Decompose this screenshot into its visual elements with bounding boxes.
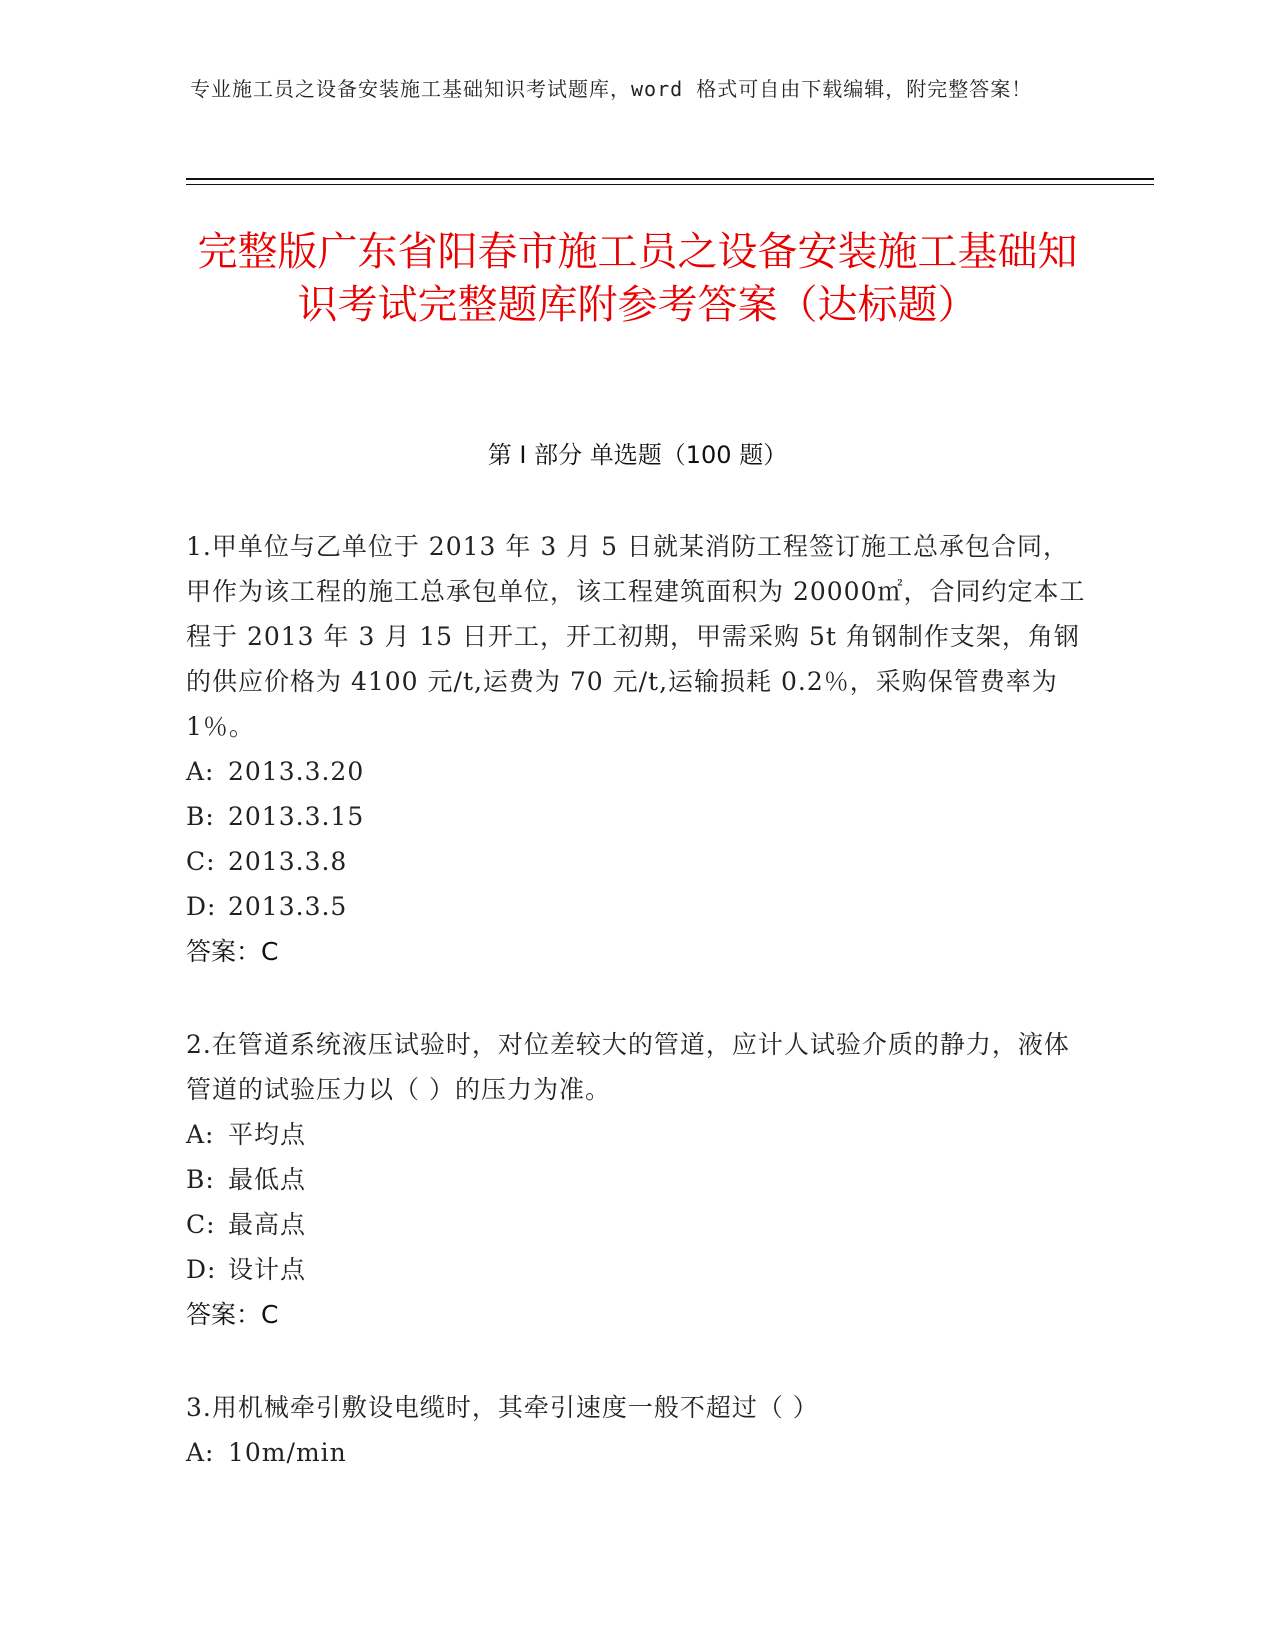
header-divider-thin	[186, 184, 1154, 185]
answer-line: 答案：C	[186, 1300, 279, 1329]
option-key: D:	[186, 1255, 217, 1284]
header-divider-thick	[186, 178, 1154, 180]
option-key: A:	[186, 757, 215, 786]
document-title: 完整版广东省阳春市施工员之设备安装施工基础知识考试完整题库附参考答案（达标题）	[197, 229, 1078, 328]
question-3	[186, 1385, 1086, 1475]
option-text: 10m/min	[228, 1438, 347, 1467]
option-key: C:	[186, 847, 216, 876]
answer-line: 答案：C	[186, 937, 279, 966]
option-text: 2013.3.15	[228, 802, 365, 831]
option-text: 最高点	[228, 1210, 307, 1239]
option-a	[186, 1430, 1086, 1475]
question-stem: 3.用机械牵引敷设电缆时，其牵引速度一般不超过（ ）	[186, 1393, 819, 1422]
option-text: 2013.3.20	[228, 757, 365, 786]
option-text: 最低点	[228, 1165, 307, 1194]
section-heading: 第 I 部分 单选题（100 题）	[487, 441, 788, 469]
option-a	[186, 749, 1086, 794]
option-key: C:	[186, 1210, 216, 1239]
question-1	[186, 524, 1086, 974]
question-stem: 1.甲单位与乙单位于 2013 年 3 月 5 日就某消防工程签订施工总承包合同，甲作为该工程的施工总承包单位，该工程建筑面积为 20000㎡，合同约定本工程于 2013 年 3 月 15 日开工，开工初期，甲需采购 5t 角钢制作支架，角钢的供应价格为 4100 元/t,运费为 70 元/t,运输损耗 0.2％，采购保管费率为 1％。	[186, 532, 1086, 741]
option-c	[186, 1202, 1086, 1247]
option-text: 2013.3.8	[228, 847, 348, 876]
option-key: A:	[186, 1120, 215, 1149]
option-key: A:	[186, 1438, 215, 1467]
option-b	[186, 1157, 1086, 1202]
option-text: 平均点	[228, 1120, 307, 1149]
option-c	[186, 839, 1086, 884]
option-text: 设计点	[228, 1255, 307, 1284]
option-d	[186, 1247, 1086, 1292]
header-note: 专业施工员之设备安装施工基础知识考试题库，word 格式可自由下载编辑，附完整答案！	[190, 77, 1033, 101]
option-d	[186, 884, 1086, 929]
option-a	[186, 1112, 1086, 1157]
question-2	[186, 1022, 1086, 1337]
option-text: 2013.3.5	[228, 892, 348, 921]
question-list	[186, 524, 1086, 1523]
option-b	[186, 794, 1086, 839]
option-key: B:	[186, 1165, 215, 1194]
option-key: B:	[186, 802, 215, 831]
question-stem: 2.在管道系统液压试验时，对位差较大的管道，应计人试验介质的静力，液体管道的试验压力以（ ）的压力为准。	[186, 1030, 1070, 1104]
option-key: D:	[186, 892, 217, 921]
